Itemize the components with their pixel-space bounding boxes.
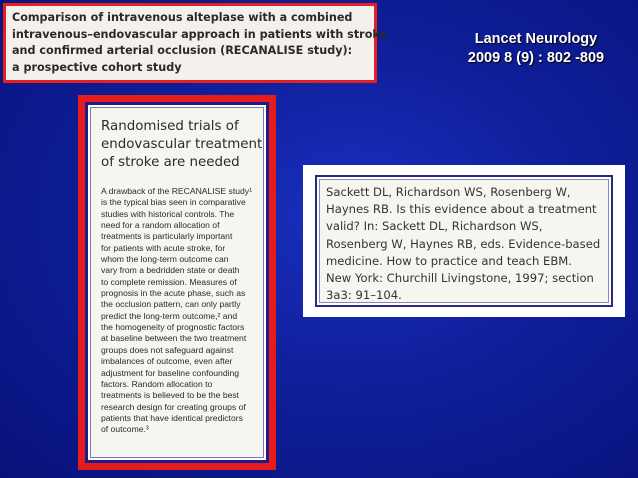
title-line: and confirmed arterial occlusion (RECANALISE study): xyxy=(12,44,353,57)
body-line: treatments is particularly important xyxy=(101,231,233,242)
reference-frame xyxy=(315,175,613,307)
body-line: A drawback of the RECANALISE study¹ xyxy=(101,186,252,196)
body-line: whom the long-term outcome can xyxy=(101,254,229,265)
comment-article-content xyxy=(90,107,264,458)
body-line: predict the long-term outcome,² and xyxy=(101,310,238,321)
comment-article-frame xyxy=(85,102,269,463)
heading-line: of stroke are needed xyxy=(101,155,240,170)
reference-line: valid? In: Sackett DL, Richardson WS, xyxy=(326,219,543,234)
body-line: imbalances of outcome, even after xyxy=(101,356,233,367)
reference-line: New York: Churchill Livingstone, 1997; section xyxy=(326,271,594,286)
article-title-box xyxy=(3,3,388,83)
reference-line: Rosenberg W, Haynes RB, eds. Evidence-based xyxy=(326,236,601,251)
comment-body xyxy=(101,186,255,436)
title-line: intravenous–endovascular approach in patients with stroke xyxy=(12,27,388,41)
comment-heading xyxy=(101,118,263,172)
title-line: Comparison of intravenous alteplase with a combined xyxy=(12,11,353,24)
body-line: adjustment for baseline confounding xyxy=(101,367,240,378)
comment-article-box xyxy=(78,95,276,470)
body-line: the occlusion pattern, can only partly xyxy=(101,299,241,310)
body-line: of outcome.³ xyxy=(101,424,149,435)
body-line: vary from a bedridden state or death xyxy=(101,265,240,276)
reference-line: 3a3: 91–104. xyxy=(326,288,402,303)
body-line: patients that have identical predictors xyxy=(101,412,243,423)
article-title xyxy=(6,6,388,80)
reference-line: Sackett DL, Richardson WS, Rosenberg W, xyxy=(326,185,571,199)
body-line: studies with historical controls. The xyxy=(101,208,235,219)
body-line: research design for creating groups of xyxy=(101,401,246,412)
heading-line: Randomised trials of xyxy=(101,119,239,134)
body-line: to complete remission. Measures of xyxy=(101,276,237,287)
body-line: is the typical bias seen in comparative xyxy=(101,197,246,208)
reference-line: medicine. How to practice and teach EBM. xyxy=(326,253,572,268)
body-line: groups does not safeguard against xyxy=(101,344,234,355)
body-line: the homogeneity of prognostic factors xyxy=(101,322,245,333)
body-line: for patients with acute stroke, for xyxy=(101,242,226,253)
title-line: a prospective cohort study xyxy=(12,60,182,74)
journal-citation xyxy=(446,30,626,68)
body-line: at baseline between the two treatment xyxy=(101,333,247,344)
reference-box xyxy=(303,165,625,317)
journal-volume: 2009 8 (9) : 802 -809 xyxy=(467,50,605,66)
body-line: factors. Random allocation to xyxy=(101,378,213,389)
body-line: treatments is believed to be the best xyxy=(101,390,240,401)
heading-line: endovascular treatment xyxy=(101,137,263,152)
journal-name: Lancet Neurology xyxy=(474,31,598,47)
body-line: prognosis in the acute phase, such as xyxy=(101,288,246,299)
reference-line: Haynes RB. Is this evidence about a treatment xyxy=(326,202,597,217)
body-line: need for a random allocation of xyxy=(101,220,220,231)
reference-text xyxy=(319,179,609,303)
